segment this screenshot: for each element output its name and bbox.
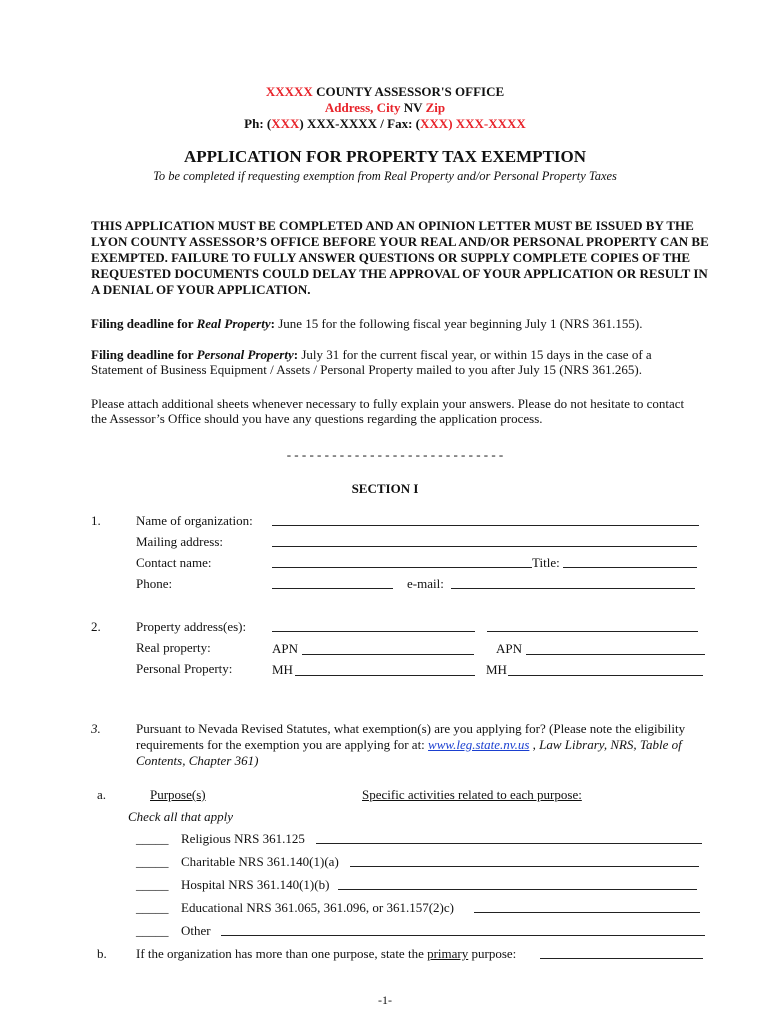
educational-checkbox[interactable]: _____ <box>136 900 169 915</box>
office-name: XXXXX COUNTY ASSESSOR'S OFFICE <box>265 84 505 99</box>
section-title: SECTION I <box>351 481 419 496</box>
real-property-label: Real property: <box>136 640 211 655</box>
hospital-field[interactable] <box>338 889 697 890</box>
deadline-real: Filing deadline for Real Property: June 15 for the following fiscal year beginning July 1 (NRS 361.155). <box>91 316 643 331</box>
religious-field[interactable] <box>316 843 702 844</box>
q2-number: 2. <box>91 619 101 634</box>
org-name-field[interactable] <box>272 525 699 526</box>
email-label: e-mail: <box>407 576 444 591</box>
educational-field[interactable] <box>474 912 700 913</box>
mh-label-2: MH <box>486 662 507 677</box>
org-name-label: Name of organization: <box>136 513 253 528</box>
phone-label: Phone: <box>136 576 173 591</box>
q1-number: 1. <box>91 513 101 528</box>
hospital-checkbox[interactable]: _____ <box>136 877 169 892</box>
email-field[interactable] <box>451 588 695 589</box>
charitable-label: Charitable NRS 361.140(1)(a) <box>181 854 339 869</box>
property-address-field-1[interactable] <box>272 631 475 632</box>
mailing-field[interactable] <box>272 546 697 547</box>
separator: - - - - - - - - - - - - - - - - - - - - - - - - - - - - - <box>286 447 504 462</box>
page-subtitle: To be completed if requesting exemption from Real Property and/or Personal Property Taxes <box>153 169 617 183</box>
title-label: Title: <box>532 555 560 570</box>
apn-field-2[interactable] <box>526 654 705 655</box>
primary-purpose-field[interactable] <box>540 958 703 959</box>
educational-label: Educational NRS 361.065, 361.096, or 361.157(2)c) <box>181 900 454 915</box>
contact-field[interactable] <box>272 567 532 568</box>
charitable-field[interactable] <box>350 866 699 867</box>
property-address-label: Property address(es): <box>136 619 247 634</box>
activities-header: Specific activities related to each purpose: <box>362 787 582 802</box>
deadline-personal: Filing deadline for Personal Property: July 31 for the current fiscal year, or within 15 days in the case of a Statement of Business Equipment / Assets / Personal Property mailed to you after July 15 (NRS 361.265). <box>91 347 652 377</box>
title-field[interactable] <box>563 567 697 568</box>
warning-notice: THIS APPLICATION MUST BE COMPLETED AND AN OPINION LETTER MUST BE ISSUED BY THE LYON COUNTY ASSESSOR’S OFFICE BEFORE YOUR REAL AND/OR PERSONAL PROPERTY CAN BE EXEMPTED. FAILURE TO FULLY ANSWER QUESTIONS OR SUPPLY COMPLETE COPIES OF THE REQUESTED DOCUMENTS COULD DELAY THE APPROVAL OF YOUR APPLICATION OR RESULT IN A DENIAL OF YOUR APPLICATION. <box>91 218 709 297</box>
mailing-label: Mailing address: <box>136 534 224 549</box>
office-address: Address, City NV Zip <box>324 100 446 115</box>
other-checkbox[interactable]: _____ <box>136 923 169 938</box>
hospital-label: Hospital NRS 361.140(1)(b) <box>181 877 330 892</box>
religious-label: Religious NRS 361.125 <box>181 831 305 846</box>
q3-number: 3. <box>91 721 101 736</box>
purpose-header: Purpose(s) <box>150 787 206 802</box>
q3-text: Pursuant to Nevada Revised Statutes, what exemption(s) are you applying for? (Please note the eligibility requirements for the exemption you are applying for at: www.leg.state.nv.us , Law Library, NRS, Table of Contents, Chapter 361) <box>136 721 686 768</box>
leg-link[interactable]: www.leg.state.nv.us <box>428 737 530 752</box>
apn-label-2: APN <box>496 641 523 656</box>
mh-field-1[interactable] <box>295 675 475 676</box>
other-field[interactable] <box>221 935 705 936</box>
phone-field[interactable] <box>272 588 393 589</box>
property-address-field-2[interactable] <box>487 631 698 632</box>
religious-checkbox[interactable]: _____ <box>136 831 169 846</box>
page-number: -1- <box>378 993 392 1007</box>
page-title: APPLICATION FOR PROPERTY TAX EXEMPTION <box>183 147 587 166</box>
qa-letter: a. <box>97 787 107 802</box>
office-phone: Ph: (XXX) XXX-XXXX / Fax: (XXX) XXX-XXXX <box>244 116 526 131</box>
contact-label: Contact name: <box>136 555 212 570</box>
check-all-note: Check all that apply <box>128 809 234 824</box>
mh-label-1: MH <box>272 662 293 677</box>
apn-field-1[interactable] <box>302 654 474 655</box>
personal-property-label: Personal Property: <box>136 661 233 676</box>
qb-text: If the organization has more than one purpose, state the primary purpose: <box>136 946 517 961</box>
mh-field-2[interactable] <box>508 675 703 676</box>
apn-label-1: APN <box>272 641 299 656</box>
attach-note: Please attach additional sheets whenever necessary to fully explain your answers. Please do not hesitate to contact the Assessor’s Office should you have any questions regarding the application process. <box>91 396 685 426</box>
qb-letter: b. <box>97 946 107 961</box>
charitable-checkbox[interactable]: _____ <box>136 854 169 869</box>
other-label: Other <box>181 923 211 938</box>
